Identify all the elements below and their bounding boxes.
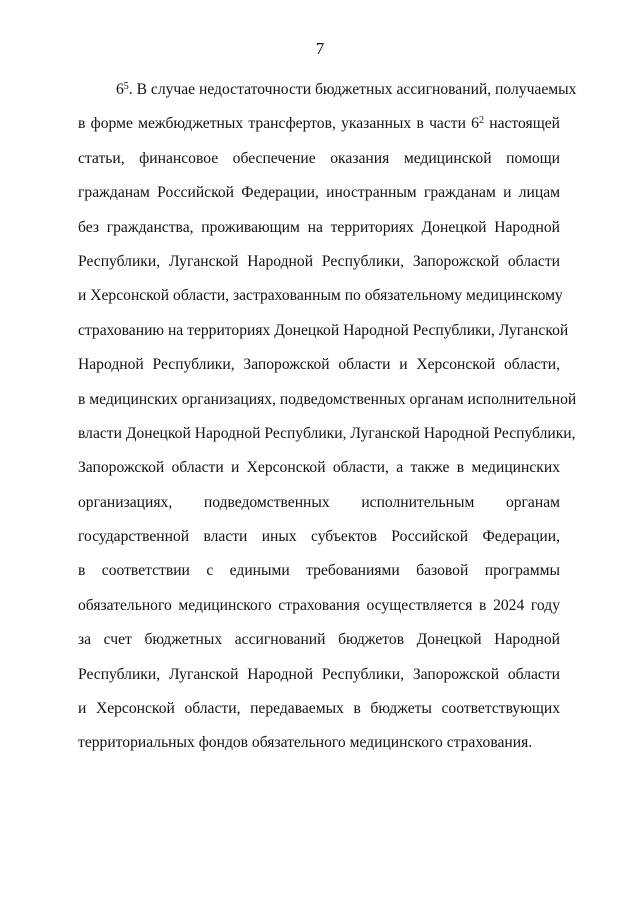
line-text: 6 [116, 81, 124, 98]
paragraph-line: территориальных фондов обязательного медицинского страхования. [78, 734, 533, 752]
paragraph-line: статьи, финансовое обеспечение оказания медицинской помощи [78, 149, 560, 167]
superscript: 2 [478, 114, 484, 126]
paragraph-line: обязательного медицинского страхования осуществляется в 2024 году [78, 596, 560, 614]
article-paragraph [78, 73, 577, 761]
paragraph-line: Республики, Луганской Народной Республики, Запорожской области [78, 252, 560, 270]
paragraph-line: в медицинских организациях, подведомственных органам исполнительной [78, 390, 577, 408]
paragraph-line: и Херсонской области, застрахованным по обязательному медицинскому [78, 287, 563, 305]
paragraph-line: Республики, Луганской Народной Республики, Запорожской области [78, 665, 560, 683]
paragraph-line: в соответствии с едиными требованиями базовой программы [78, 562, 560, 580]
paragraph-line: страхованию на территориях Донецкой Народной Республики, Луганской [78, 321, 569, 339]
paragraph-line [78, 107, 560, 141]
paragraph-line: гражданам Российской Федерации, иностранным гражданам и лицам [78, 184, 560, 202]
page-number: 7 [315, 39, 325, 58]
line-text: настоящей [483, 115, 560, 133]
paragraph-line: организациях, подведомственных исполнительным органам [78, 493, 560, 511]
paragraph-line: без гражданства, проживающим на территориях Донецкой Народной [78, 218, 560, 236]
paragraph-line: власти Донецкой Народной Республики, Луганской Народной Республики, [78, 424, 576, 442]
paragraph-line: и Херсонской области, передаваемых в бюджеты соответствующих [78, 700, 560, 718]
paragraph-line [78, 73, 577, 107]
line-text: в форме межбюджетных трансфертов, указанных в части 6 [78, 115, 479, 133]
paragraph-line: Народной Республики, Запорожской области и Херсонской области, [78, 356, 560, 374]
line-text: . В случае недостаточности бюджетных ассигнований, получаемых [128, 81, 577, 98]
paragraph-line: Запорожской области и Херсонской области, а также в медицинских [78, 459, 560, 477]
superscript: 5 [123, 80, 129, 92]
paragraph-line: за счет бюджетных ассигнований бюджетов Донецкой Народной [78, 631, 560, 649]
paragraph-line: государственной власти иных субъектов Российской Федерации, [78, 528, 560, 546]
